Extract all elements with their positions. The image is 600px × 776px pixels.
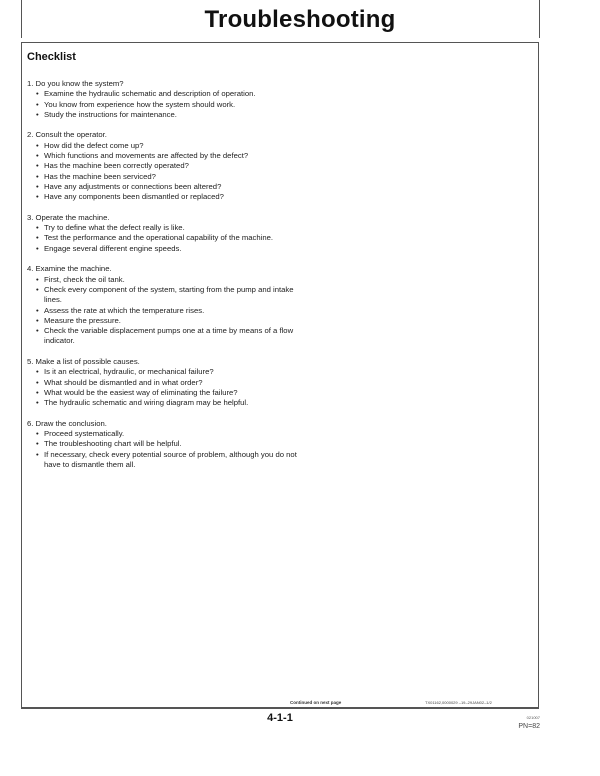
- list-item: • Try to define what the defect really is like.: [27, 223, 297, 233]
- continued-note: Continued on next page: [290, 700, 342, 705]
- list-item: • If necessary, check every potential source of problem, although you do not have to dismantle them all.: [27, 450, 297, 471]
- list-item: • Test the performance and the operational capability of the machine.: [27, 233, 297, 243]
- bullet-list: [27, 223, 297, 254]
- footer-rule: [21, 708, 539, 709]
- checklist-step-1: [27, 79, 297, 120]
- bullet-list: [27, 429, 297, 470]
- step-heading: 1. Do you know the system?: [27, 79, 124, 88]
- bullet-list: [27, 367, 297, 408]
- checklist-step-6: [27, 419, 297, 470]
- section-heading: Checklist: [27, 51, 76, 63]
- step-heading: 3. Operate the machine.: [27, 212, 110, 222]
- list-item: • Check every component of the system, starting from the pump and intake lines.: [27, 285, 297, 306]
- list-item: • How did the defect come up?: [27, 141, 297, 151]
- list-item: • Study the instructions for maintenance.: [27, 110, 297, 120]
- reference-code: 021007: [526, 715, 540, 720]
- bullet-list: [27, 275, 297, 347]
- bullet-list: [27, 89, 297, 120]
- list-item: • You know from experience how the system should work.: [27, 100, 297, 110]
- list-item: • Have any components been dismantled or replaced?: [27, 192, 297, 202]
- step-heading: 5. Make a list of possible causes.: [27, 357, 140, 367]
- checklist: [27, 79, 297, 481]
- list-item: • What would be the easiest way of eliminating the failure?: [27, 388, 297, 398]
- checklist-step-5: [27, 357, 297, 408]
- checklist-step-4: [27, 264, 297, 346]
- step-heading: 4. Examine the machine.: [27, 264, 112, 274]
- step-heading: 2. Consult the operator.: [27, 130, 107, 140]
- list-item: • The hydraulic schematic and wiring diagram may be helpful.: [27, 398, 297, 408]
- list-item: • Engage several different engine speeds.: [27, 244, 297, 254]
- document-code: TX01162,0000029 –19–29JAN02–1/2: [425, 700, 492, 705]
- step-heading: 6. Draw the conclusion.: [27, 418, 107, 428]
- list-item: • Check the variable displacement pumps one at a time by means of a flow indicator.: [27, 326, 297, 347]
- list-item: • First, check the oil tank.: [27, 275, 297, 285]
- page-title: Troubleshooting: [204, 6, 396, 33]
- bullet-list: [27, 141, 297, 203]
- checklist-step-2: [27, 130, 297, 202]
- list-item: • Have any adjustments or connections been altered?: [27, 182, 297, 192]
- list-item: • Examine the hydraulic schematic and description of operation.: [27, 89, 297, 99]
- pn-label: PN=82: [518, 723, 540, 730]
- list-item: • Measure the pressure.: [27, 316, 297, 326]
- page-number: 4-1-1: [267, 712, 293, 724]
- list-item: • Assess the rate at which the temperature rises.: [27, 306, 297, 316]
- list-item: • Has the machine been correctly operated?: [27, 161, 297, 171]
- checklist-step-3: [27, 213, 297, 254]
- list-item: • Is it an electrical, hydraulic, or mechanical failure?: [27, 367, 297, 377]
- list-item: • Has the machine been serviced?: [27, 172, 297, 182]
- list-item: • The troubleshooting chart will be helpful.: [27, 439, 297, 449]
- list-item: • Which functions and movements are affected by the defect?: [27, 151, 297, 161]
- list-item: • Proceed systematically.: [27, 429, 297, 439]
- list-item: • What should be dismantled and in what order?: [27, 378, 297, 388]
